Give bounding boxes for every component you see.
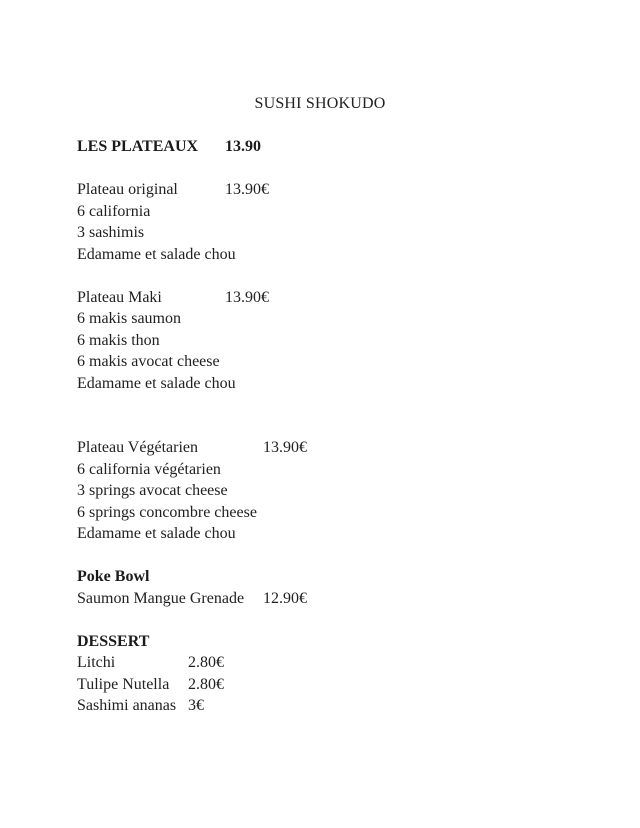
dish-detail: 6 makis thon [77, 331, 160, 349]
dish-name: Plateau original [77, 181, 178, 198]
dish-name: Litchi [77, 654, 116, 671]
dish-group-plateau-maki [77, 287, 640, 395]
dish-detail: Edamame et salade chou [77, 525, 236, 542]
dish-name: Plateau Végétarien [77, 439, 198, 456]
section-heading-price: 13.90 [225, 138, 261, 155]
section-heading-les-plateaux [77, 136, 640, 158]
dish-price: 13.90€ [225, 181, 269, 198]
dish-group-poke-bowl [77, 566, 640, 609]
section-heading-poke-bowl [77, 566, 640, 588]
dish-detail: Edamame et salade chou [77, 374, 236, 392]
dish-name: Saumon Mangue Grenade [77, 589, 245, 607]
dish-detail: Edamame et salade chou [77, 245, 236, 263]
dish-name: Sashimi ananas [77, 697, 177, 714]
menu-title: SUSHI SHOKUDO [254, 95, 386, 112]
section-heading-label: Poke Bowl [77, 568, 150, 585]
dish-row [77, 179, 640, 201]
dish-price: 12.90€ [263, 589, 307, 607]
dish-price: 2.80€ [188, 654, 224, 671]
dish-row [77, 287, 640, 309]
section-heading-label: LES PLATEAUX [77, 138, 199, 155]
dish-group-plateau-original [77, 179, 640, 265]
dish-price: 2.80€ [188, 675, 224, 693]
dish-row [77, 695, 640, 717]
dish-detail: 3 sashimis [77, 224, 145, 241]
dish-row [77, 674, 640, 696]
dish-group-dessert [77, 631, 640, 717]
dish-group-plateau-vegetarien [77, 437, 640, 545]
dish-row [77, 437, 640, 459]
section-heading-dessert [77, 631, 640, 653]
dish-name: Plateau Maki [77, 288, 162, 306]
dish-name: Tulipe Nutella [77, 675, 170, 693]
dish-detail: 6 springs concombre cheese [77, 503, 257, 521]
dish-detail: 3 springs avocat cheese [77, 482, 228, 499]
dish-row [77, 652, 640, 674]
section-heading-label: DESSERT [77, 632, 150, 650]
dish-price: 13.90€ [263, 439, 307, 456]
dish-detail: 6 makis saumon [77, 310, 181, 327]
dish-detail: 6 makis avocat cheese [77, 353, 220, 370]
dish-price: 3€ [188, 697, 204, 714]
menu-content [0, 136, 640, 717]
dish-detail: 6 california végétarien [77, 460, 221, 478]
dish-price: 13.90€ [225, 288, 269, 306]
dish-row [77, 588, 640, 610]
dish-detail: 6 california [77, 202, 151, 220]
